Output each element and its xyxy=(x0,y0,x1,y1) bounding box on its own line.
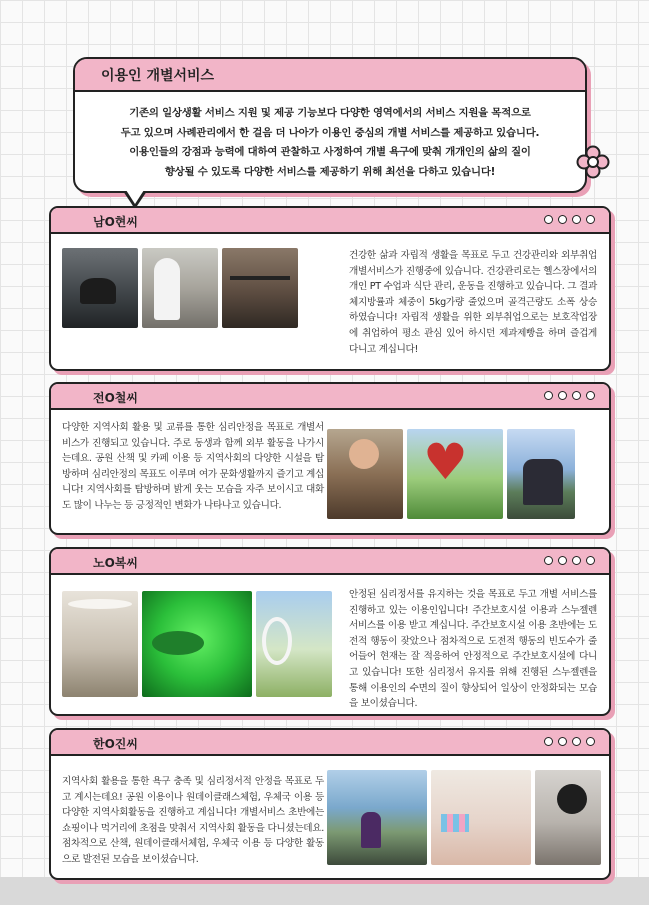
photo-row xyxy=(327,429,575,519)
window-dots-icon xyxy=(544,737,595,746)
intro-title: 이용인 개별서비스 xyxy=(101,67,215,84)
bakery-photo xyxy=(142,248,218,328)
window-dots-icon xyxy=(544,215,595,224)
card-header xyxy=(51,384,609,410)
daycare-photo xyxy=(62,591,138,697)
card-header xyxy=(51,730,609,756)
intro-speech-box xyxy=(73,57,587,193)
flower-icon xyxy=(576,145,610,179)
person-name: 전O철씨 xyxy=(93,391,138,405)
card-description: 건강한 삶과 자립적 생활을 목표로 두고 건강관리와 외부취업 개별서비스가 진행중에 있습니다. 건강관리로는 헬스장에서의 개인 PT 수업과 식단 관리, 운동을 진행하고 있습니다. 그 결과 체지방률과 체중이 5kg가량 줄었으며 골격근량도 소폭 상승하였습니다! 자립적 생활을 위한 외부취업으로는 보호작업장에 취업하여 평소 관심 있어 하시던 제과제빵을 하며 즐겁게 다니고 계십니다! xyxy=(349,250,597,355)
oneday-class-photo xyxy=(431,770,531,865)
intro-body xyxy=(87,104,573,182)
park-photo xyxy=(327,770,427,865)
workout-photo xyxy=(222,248,298,328)
park-photo xyxy=(407,429,503,519)
photo-row xyxy=(62,591,332,697)
window-dots-icon xyxy=(544,391,595,400)
photo-row xyxy=(62,248,298,328)
person-name: 한O진씨 xyxy=(93,737,138,751)
card-header xyxy=(51,549,609,575)
intro-line: 두고 있으며 사례관리에서 한 걸음 더 나아가 이용인 중심의 개별 서비스를 제공하고 있습니다. xyxy=(120,126,540,139)
cafe-photo xyxy=(327,429,403,519)
person-name: 노O복씨 xyxy=(93,556,138,570)
gym-photo xyxy=(62,248,138,328)
person-card-2 xyxy=(49,382,611,535)
bottom-strip xyxy=(0,877,649,905)
intro-line: 이용인들의 강점과 능력에 대하여 관찰하고 사정하여 개별 욕구에 맞춰 개개인의 삶의 질이 xyxy=(129,146,531,158)
person-card-1 xyxy=(49,206,611,371)
intro-line: 기존의 일상생활 서비스 지원 및 제공 기능보다 다양한 영역에서의 서비스 지원을 목적으로 xyxy=(129,107,531,119)
card-header xyxy=(51,208,609,234)
person-card-4 xyxy=(49,728,611,880)
intro-line: 향상될 수 있도록 다양한 서비스를 제공하기 위해 최선을 다하고 있습니다! xyxy=(164,165,496,178)
playground-photo xyxy=(256,591,332,697)
card-description: 안정된 심리정서를 유지하는 것을 목표로 두고 개별 서비스를 진행하고 있는 이용인입니다! 주간보호시설 이용과 스누젤렌 서비스를 이용 받고 계십니다. 주간보호시설 이용 초반에는 도전적 행동이 잦았으나 점차적으로 도전적 행동의 빈도수가 줄어들어 현재는 잘 적응하여 안정적으로 주간보호시설에 다니고 있습니다! 또한 심리정서 유지를 위해 진행된 스누젤렌을 통해 이용인의 수면의 질이 향상되어 일상이 안정화되는 모습을 보이셨습니다. xyxy=(349,589,597,710)
person-card-3 xyxy=(49,547,611,716)
activity-photo xyxy=(535,770,601,865)
snoezelen-photo xyxy=(142,591,252,697)
window-dots-icon xyxy=(544,556,595,565)
card-description: 다양한 지역사회 활용 및 교류를 통한 심리안정을 목표로 개별서비스가 진행되고 있습니다. 주로 동생과 함께 외부 활동을 나가시는데요. 공원 산책 및 카페 이용 등 지역사회의 다양한 시설을 탐방하며 심리안정의 목표도 이루며 여가 문화생활까지 즐기고 계십니다! 지역사회를 탐방하며 밝게 웃는 모습을 자주 보이시고 대화도 많이 나누는 등 긍정적인 변화가 나타나고 있습니다. xyxy=(62,422,324,511)
card-description: 지역사회 활용을 통한 욕구 충족 및 심리정서적 안정을 목표로 두고 계시는데요! 공원 이용이나 원데이클래스체험, 우체국 이용 등 다양한 지역사회활동을 진행하고 계십니다! 개별서비스 초반에는 쇼핑이나 먹거리에 초점을 맞춰서 지역사회 활동을 다니셨는데요. 점차적으로 산책, 원데이클래서체험, 우체국 이용 등 다양한 활동으로 발전된 모습을 보이셨습니다. xyxy=(62,776,324,865)
photo-row xyxy=(327,770,601,865)
outing-photo xyxy=(507,429,575,519)
person-name: 남O현씨 xyxy=(93,215,138,229)
intro-header xyxy=(75,59,585,92)
